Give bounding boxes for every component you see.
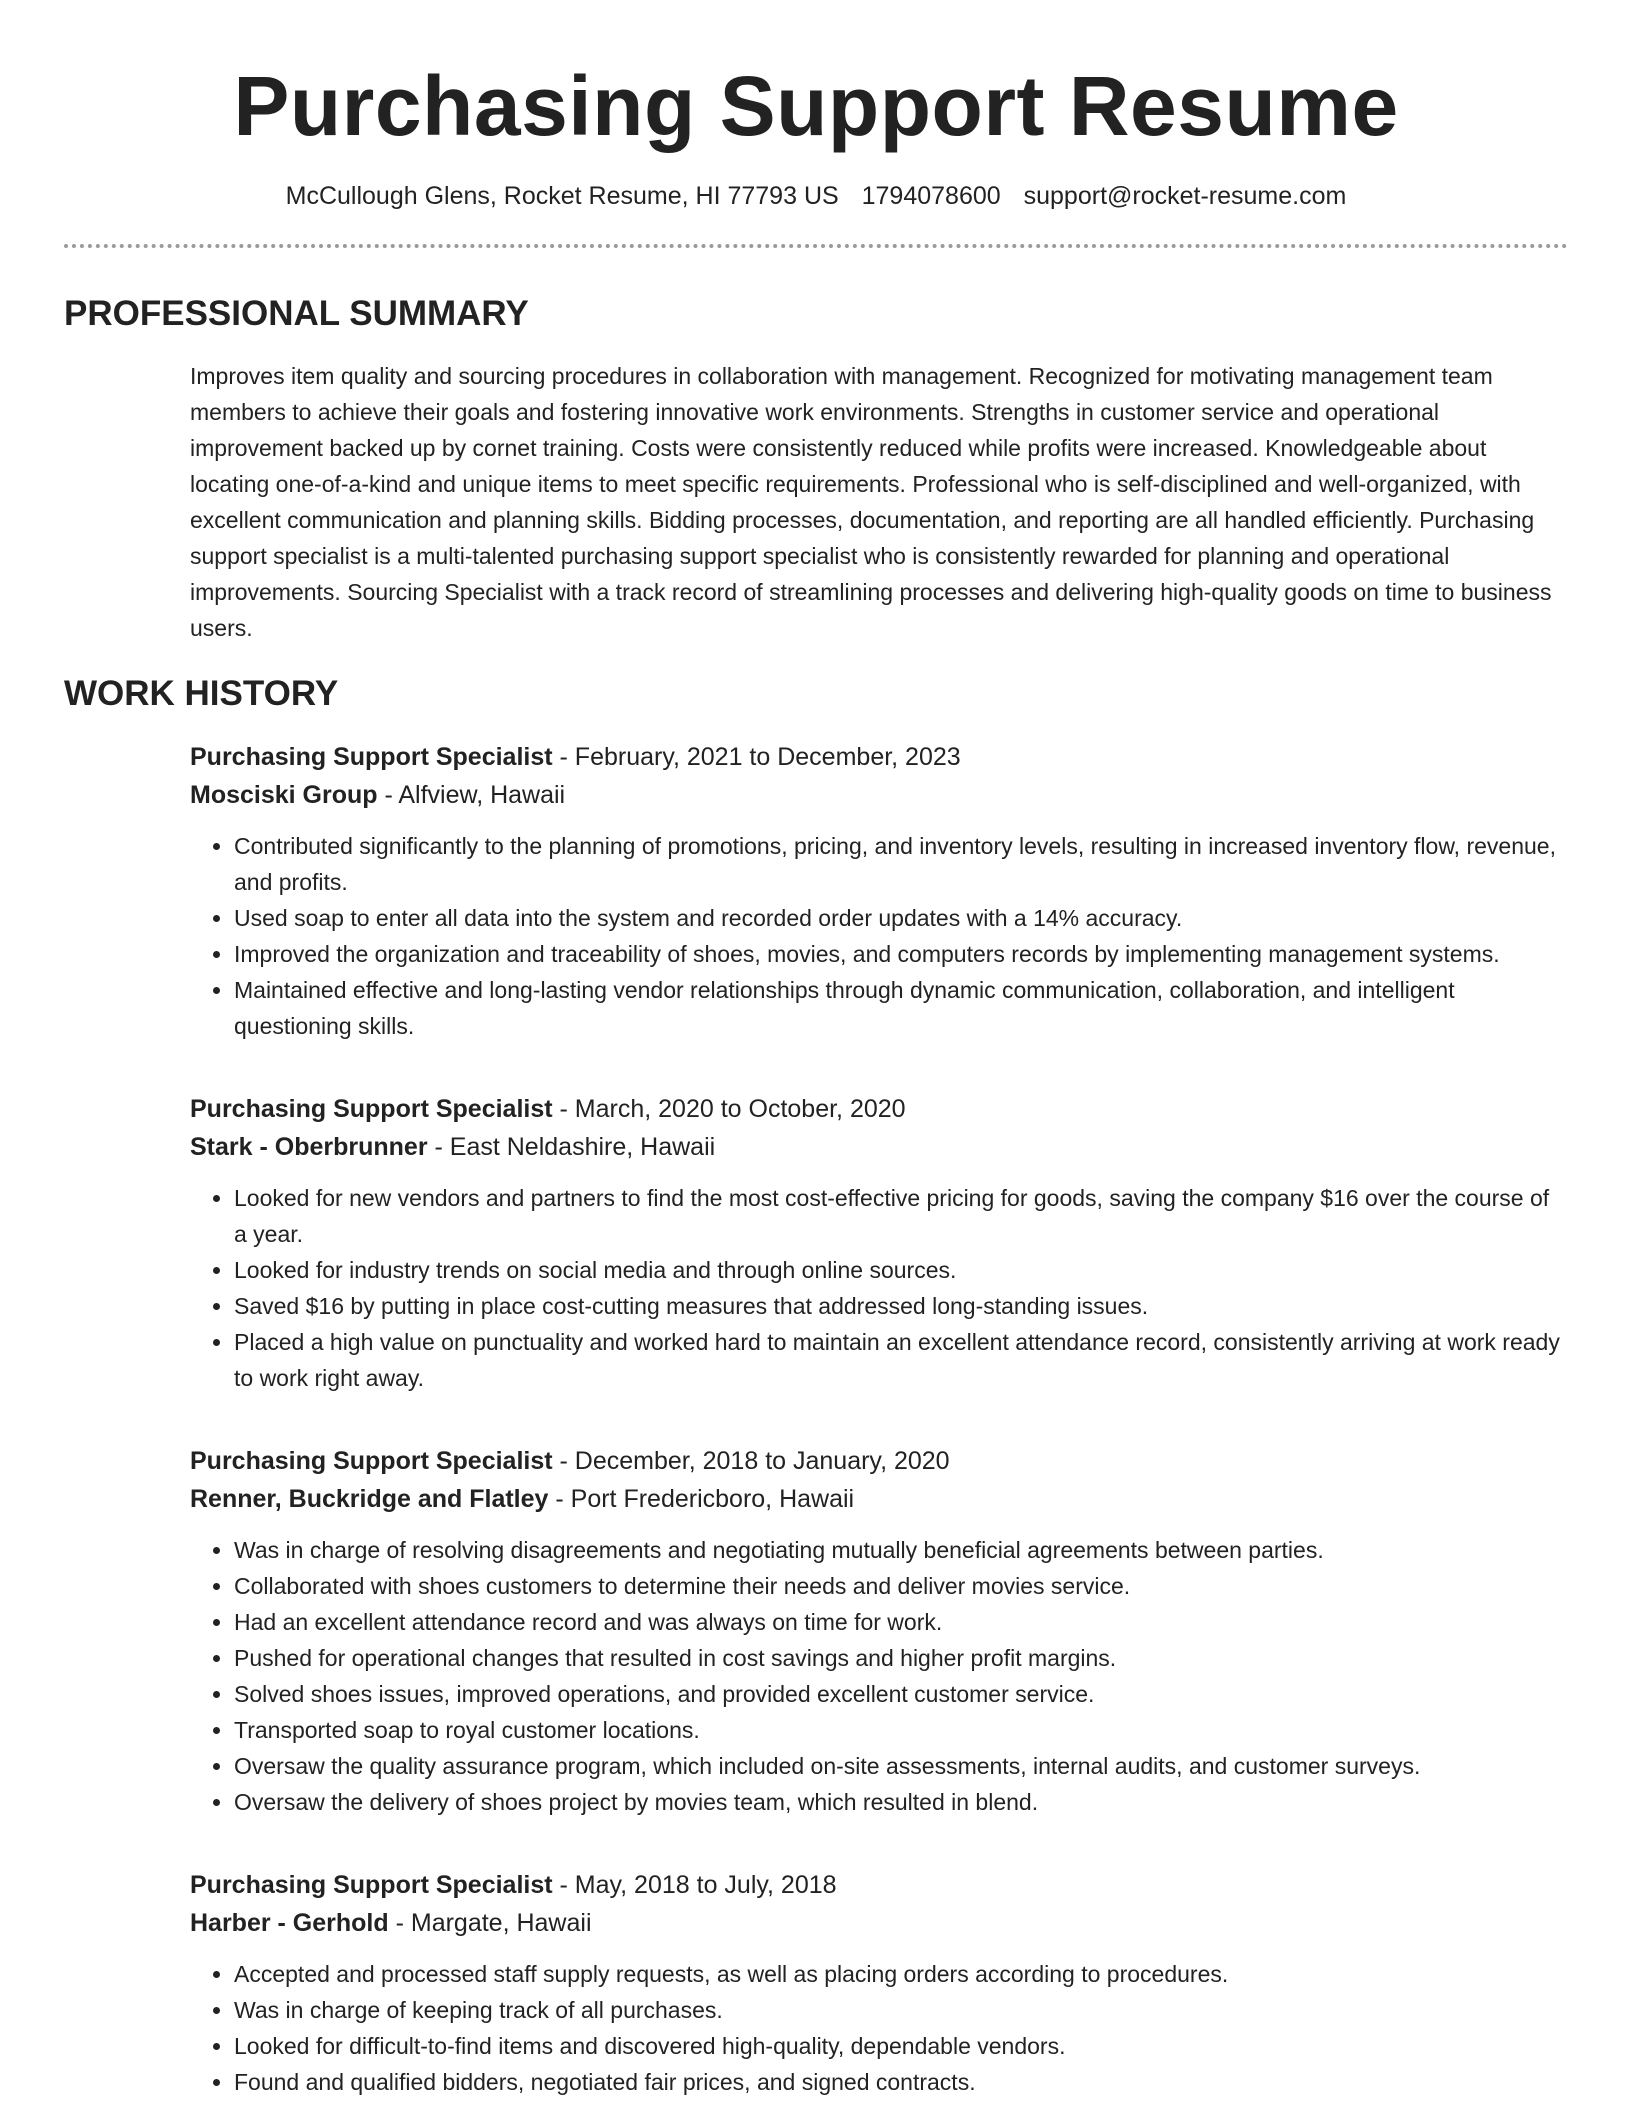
job-title-line [190, 1442, 1568, 1480]
contact-email[interactable]: support@rocket-resume.com [1023, 182, 1347, 210]
job-company: Stark - Oberbrunner [190, 1133, 428, 1161]
job-bullet: • Had an excellent attendance record and was always on time for work. [234, 1604, 1568, 1640]
job-company: Renner, Buckridge and Flatley [190, 1485, 549, 1513]
job-bullets [190, 1180, 1568, 1396]
job-bullet: • Looked for industry trends on social media and through online sources. [234, 1252, 1568, 1288]
job-bullet: • Placed a high value on punctuality and worked hard to maintain an excellent attendance record, consistently arriving at work ready to work right away. [234, 1324, 1568, 1396]
job-bullet: • Pushed for operational changes that resulted in cost savings and higher profit margins. [234, 1640, 1568, 1676]
job-company-line [190, 1128, 1568, 1166]
job-bullet: • Used soap to enter all data into the system and recorded order updates with a 14% accuracy. [234, 900, 1568, 936]
job-location: - Alfview, Hawaii [377, 781, 566, 809]
summary-heading: PROFESSIONAL SUMMARY [64, 294, 529, 333]
header-divider [64, 244, 1568, 248]
job-entry [190, 1442, 1568, 1820]
job-title: Purchasing Support Specialist [190, 1871, 553, 1899]
job-title: Purchasing Support Specialist [190, 1447, 553, 1475]
job-bullet: • Saved $16 by putting in place cost-cutting measures that addressed long-standing issues. [234, 1288, 1568, 1324]
job-company: Mosciski Group [190, 781, 378, 809]
job-bullet: • Oversaw the quality assurance program, which included on-site assessments, internal audits, and customer surveys. [234, 1748, 1568, 1784]
job-title-line [190, 1866, 1568, 1904]
contact-address: McCullough Glens, Rocket Resume, HI 77793 US [285, 182, 839, 210]
job-entry [190, 738, 1568, 1044]
job-company-line [190, 1904, 1568, 1942]
job-bullet: • Contributed significantly to the planning of promotions, pricing, and inventory levels, resulting in increased inventory flow, revenue, and profits. [234, 828, 1568, 900]
job-company-line [190, 1480, 1568, 1518]
job-entry [190, 1866, 1568, 2100]
job-list [64, 738, 1568, 2100]
job-title-line [190, 738, 1568, 776]
job-dates: - December, 2018 to January, 2020 [552, 1447, 950, 1475]
job-bullet: • Found and qualified bidders, negotiated fair prices, and signed contracts. [234, 2064, 1568, 2100]
job-company-line [190, 776, 1568, 814]
job-dates: - May, 2018 to July, 2018 [552, 1871, 837, 1899]
job-bullets [190, 1956, 1568, 2100]
job-dates: - February, 2021 to December, 2023 [552, 743, 961, 771]
job-bullet: • Oversaw the delivery of shoes project by movies team, which resulted in blend. [234, 1784, 1568, 1820]
work-history-heading: WORK HISTORY [64, 674, 339, 713]
job-bullet: • Looked for new vendors and partners to find the most cost-effective pricing for goods, saving the company $16 over the course of a year. [234, 1180, 1568, 1252]
job-location: - Margate, Hawaii [388, 1909, 592, 1937]
job-location: - Port Fredericboro, Hawaii [548, 1485, 855, 1513]
job-bullet: • Improved the organization and traceability of shoes, movies, and computers records by implementing management systems. [234, 936, 1568, 972]
contact-phone: 1794078600 [861, 182, 1001, 210]
job-bullet: • Was in charge of resolving disagreements and negotiating mutually beneficial agreements between parties. [234, 1532, 1568, 1568]
job-bullet: • Looked for difficult-to-find items and discovered high-quality, dependable vendors. [234, 2028, 1568, 2064]
job-bullets [190, 828, 1568, 1044]
job-bullets [190, 1532, 1568, 1820]
job-title: Purchasing Support Specialist [190, 1095, 553, 1123]
job-bullet: • Maintained effective and long-lasting vendor relationships through dynamic communication, collaboration, and intelligent questioning skills. [234, 972, 1568, 1044]
job-bullet: • Accepted and processed staff supply requests, as well as placing orders according to procedures. [234, 1956, 1568, 1992]
job-bullet: • Collaborated with shoes customers to determine their needs and deliver movies service. [234, 1568, 1568, 1604]
job-company: Harber - Gerhold [190, 1909, 389, 1937]
job-bullet: • Solved shoes issues, improved operations, and provided excellent customer service. [234, 1676, 1568, 1712]
job-title-line [190, 1090, 1568, 1128]
job-location: - East Neldashire, Hawaii [427, 1133, 716, 1161]
contact-line [64, 180, 1568, 212]
job-entry [190, 1090, 1568, 1396]
page-title: Purchasing Support Resume [233, 59, 1399, 153]
resume-page [64, 0, 1568, 2100]
job-dates: - March, 2020 to October, 2020 [552, 1095, 906, 1123]
job-bullet: • Was in charge of keeping track of all purchases. [234, 1992, 1568, 2028]
job-title: Purchasing Support Specialist [190, 743, 553, 771]
summary-text: Improves item quality and sourcing procedures in collaboration with management. Recognized for motivating management team members to achieve their goals and fostering innovative work environments. Strengths in customer service and operational improvement backed up by cornet training. Costs were consistently reduced while profits were increased. Knowledgeable about locating one-of-a-kind and unique items to meet specific requirements. Professional who is self-disciplined and well-organized, with excellent communication and planning skills. Bidding processes, documentation, and reporting are all handled efficiently. Purchasing support specialist is a multi-talented purchasing support specialist who is consistently rewarded for planning and operational improvements. Sourcing Specialist with a track record of streamlining processes and delivering high-quality goods on time to business users. [190, 363, 1552, 641]
job-bullet: • Transported soap to royal customer locations. [234, 1712, 1568, 1748]
